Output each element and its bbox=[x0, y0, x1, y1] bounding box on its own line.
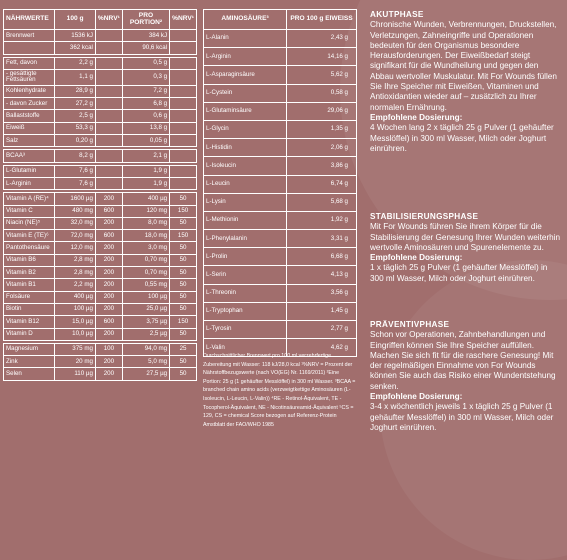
nutrient-value bbox=[95, 85, 122, 97]
section-stabilisierungsphase bbox=[370, 212, 562, 284]
nutrient-value bbox=[170, 69, 197, 85]
nutrient-value: 94,0 mg bbox=[122, 343, 169, 355]
nutrient-name: Vitamin A (RE)⁴ bbox=[4, 193, 55, 205]
nutrient-value: 100 µg bbox=[122, 291, 169, 303]
nutrient-name: Vitamin E (TE)⁶ bbox=[4, 230, 55, 242]
nutrient-value bbox=[95, 135, 122, 147]
amino-name: L-Methionin bbox=[204, 211, 287, 229]
amino-name: L-Tryptophan bbox=[204, 302, 287, 320]
nutrient-value bbox=[95, 69, 122, 85]
nutrient-value: 200 bbox=[95, 328, 122, 340]
amino-value: 3,31 g bbox=[287, 230, 357, 248]
nutrient-value: 2,5 µg bbox=[122, 328, 169, 340]
nutrient-value bbox=[170, 135, 197, 147]
section-title: STABILISIERUNGSPHASE bbox=[370, 212, 479, 221]
nutrient-value: 27,2 g bbox=[55, 98, 96, 110]
amino-value: 1,45 g bbox=[287, 302, 357, 320]
nutrient-value bbox=[95, 57, 122, 69]
amino-name: L-Arginin bbox=[204, 48, 287, 66]
nutrient-value: 200 bbox=[95, 193, 122, 205]
amino-name: L-Cystein bbox=[204, 84, 287, 102]
amino-row bbox=[204, 230, 357, 248]
nutrient-name: Niacin (NE)⁵ bbox=[4, 217, 55, 229]
section-praeventivphase bbox=[370, 320, 562, 433]
nutrient-value: 1,9 g bbox=[122, 177, 169, 189]
nutrient-value: 1600 µg bbox=[55, 193, 96, 205]
nutrient-value: 2,1 g bbox=[122, 150, 169, 162]
nutrient-name: Brennwert bbox=[4, 30, 55, 42]
section-body: Schon vor Operationen, Zahnbehandlungen und Eingriffen können Sie Ihre Speicher auffüllen. Machen Sie sich fit für die raschere Genesung! Mit der regelmäßigen Einnahme von For Wounds können Sie auch das Risiko einer Wundentstehung senken. bbox=[370, 330, 556, 391]
amino-row bbox=[204, 139, 357, 157]
nutrient-value: 50 bbox=[170, 328, 197, 340]
nutrient-value bbox=[170, 85, 197, 97]
nutrient-value bbox=[170, 177, 197, 189]
nutrient-value bbox=[170, 30, 197, 42]
nutrition-row bbox=[4, 57, 197, 69]
section-title: PRÄVENTIVPHASE bbox=[370, 320, 450, 329]
amino-value: 2,43 g bbox=[287, 30, 357, 48]
nutrition-row bbox=[4, 343, 197, 355]
nutrient-value: 50 bbox=[170, 356, 197, 368]
nutrient-value bbox=[170, 122, 197, 134]
amino-value: 4,62 g bbox=[287, 339, 357, 357]
amino-name: L-Prolin bbox=[204, 248, 287, 266]
nutrition-row bbox=[4, 42, 197, 54]
amino-row bbox=[204, 120, 357, 138]
nutrient-value: 384 kJ bbox=[122, 30, 169, 42]
amino-name: L-Serin bbox=[204, 266, 287, 284]
nutrient-value: 28,9 g bbox=[55, 85, 96, 97]
nutrient-value bbox=[95, 30, 122, 42]
column-header: PRO 100 g EIWEISS bbox=[287, 10, 357, 30]
nutrient-value: 0,05 g bbox=[122, 135, 169, 147]
nutrition-row bbox=[4, 279, 197, 291]
nutrient-value: 400 µg bbox=[55, 291, 96, 303]
nutrient-name bbox=[4, 42, 55, 54]
nutrient-value: 110 µg bbox=[55, 368, 96, 380]
column-header: %NRV¹ bbox=[95, 10, 122, 30]
nutrition-row bbox=[4, 291, 197, 303]
nutrient-value: 2,5 g bbox=[55, 110, 96, 122]
amino-row bbox=[204, 302, 357, 320]
nutrition-table bbox=[3, 9, 197, 381]
amino-value: 14,16 g bbox=[287, 48, 357, 66]
amino-header-row bbox=[204, 10, 357, 30]
nutrition-row bbox=[4, 328, 197, 340]
column-header: PRO PORTION² bbox=[122, 10, 169, 30]
nutrient-value: 53,3 g bbox=[55, 122, 96, 134]
nutrient-value: 27,5 µg bbox=[122, 368, 169, 380]
nutrition-row bbox=[4, 356, 197, 368]
nutrient-name: Vitamin B12 bbox=[4, 316, 55, 328]
nutrition-row bbox=[4, 205, 197, 217]
amino-name: L-Glutaminsäure bbox=[204, 102, 287, 120]
nutrient-value: 100 µg bbox=[55, 303, 96, 315]
nutrient-name: Kohlenhydrate bbox=[4, 85, 55, 97]
nutrient-name: Vitamin B1 bbox=[4, 279, 55, 291]
nutrient-value: 8,2 g bbox=[55, 150, 96, 162]
column-header: %NRV¹ bbox=[170, 10, 197, 30]
amino-row bbox=[204, 30, 357, 48]
amino-value: 3,56 g bbox=[287, 284, 357, 302]
dosage-text: 1 x täglich 25 g Pulver (1 gehäufter Messlöffel) in 300 ml Wasser, Milch oder Joghurt einrühren. bbox=[370, 263, 548, 283]
nutrition-row bbox=[4, 69, 197, 85]
nutrient-value: 13,8 g bbox=[122, 122, 169, 134]
nutrient-value: 2,2 mg bbox=[55, 279, 96, 291]
nutrient-value: 7,6 g bbox=[55, 177, 96, 189]
amino-name: L-Phenylalanin bbox=[204, 230, 287, 248]
nutrient-name: Vitamin B2 bbox=[4, 267, 55, 279]
nutrient-value: 50 bbox=[170, 368, 197, 380]
section-body: Chronische Wunden, Verbrennungen, Druckstellen, Verletzungen, Zahneingriffe und Operationen bedeuten für den Organismus besondere Herausforderungen. Der Eiweißbedarf steigt signifikant für die Wundheilung und gegen den Abbau wertvoller Muskulatur. Mit For Wounds füllen Sie Ihre Speicher mit Eiweißen, Vitaminen und Antioxidantien wieder auf – zusätzlich zu Ihrer normalen Ernährung. bbox=[370, 20, 557, 112]
nutrient-value: 600 bbox=[95, 205, 122, 217]
nutrient-value: 25,0 µg bbox=[122, 303, 169, 315]
nutrient-value: 200 bbox=[95, 303, 122, 315]
nutrition-row bbox=[4, 150, 197, 162]
amino-name: L-Tyrosin bbox=[204, 321, 287, 339]
nutrient-name: Pantothensäure bbox=[4, 242, 55, 254]
nutrient-name: Selen bbox=[4, 368, 55, 380]
nutrient-value: 50 bbox=[170, 242, 197, 254]
amino-name: L-Glycin bbox=[204, 120, 287, 138]
nutrient-value: 20 mg bbox=[55, 356, 96, 368]
nutrient-value: 200 bbox=[95, 217, 122, 229]
nutrient-name: Ballaststoffe bbox=[4, 110, 55, 122]
nutrient-value: 0,6 g bbox=[122, 110, 169, 122]
amino-row bbox=[204, 66, 357, 84]
amino-row bbox=[204, 284, 357, 302]
amino-row bbox=[204, 157, 357, 175]
nutrient-value bbox=[170, 98, 197, 110]
nutrient-name: Folsäure bbox=[4, 291, 55, 303]
column-header: 100 g bbox=[55, 10, 96, 30]
nutrient-value bbox=[95, 98, 122, 110]
nutrient-name: Eiweiß bbox=[4, 122, 55, 134]
amino-value: 5,62 g bbox=[287, 66, 357, 84]
section-title: AKUTPHASE bbox=[370, 10, 424, 19]
amino-row bbox=[204, 193, 357, 211]
amino-name: L-Asparaginsäure bbox=[204, 66, 287, 84]
nutrient-value: 362 kcal bbox=[55, 42, 96, 54]
nutrient-value: 50 bbox=[170, 279, 197, 291]
nutrient-name: Salz bbox=[4, 135, 55, 147]
nutrient-value: 2,8 mg bbox=[55, 267, 96, 279]
nutrition-row bbox=[4, 135, 197, 147]
nutrient-value: 8,0 mg bbox=[122, 217, 169, 229]
nutrient-name: Vitamin B6 bbox=[4, 254, 55, 266]
nutrition-row bbox=[4, 316, 197, 328]
nutrient-value: 0,55 mg bbox=[122, 279, 169, 291]
nutrient-value: 5,0 mg bbox=[122, 356, 169, 368]
dosage-text: 3-4 x wöchentlich jeweils 1 x täglich 25 g Pulver (1 gehäufter Messlöffel) in 300 ml Wasser, Milch oder Joghurt einrühren. bbox=[370, 402, 554, 432]
column-header: NÄHRWERTE bbox=[4, 10, 55, 30]
amino-row bbox=[204, 211, 357, 229]
nutrient-value bbox=[170, 110, 197, 122]
nutrient-value bbox=[170, 42, 197, 54]
amino-name: L-Alanin bbox=[204, 30, 287, 48]
nutrient-value: 7,2 g bbox=[122, 85, 169, 97]
section-akutphase bbox=[370, 10, 562, 154]
amino-value: 1,35 g bbox=[287, 120, 357, 138]
nutrient-value: 12,0 mg bbox=[55, 242, 96, 254]
amino-value: 0,58 g bbox=[287, 84, 357, 102]
nutrient-value: 1,9 g bbox=[122, 165, 169, 177]
nutrient-value: 600 bbox=[95, 230, 122, 242]
nutrient-value: 200 bbox=[95, 291, 122, 303]
amino-acid-table bbox=[203, 9, 357, 357]
nutrition-row bbox=[4, 30, 197, 42]
amino-value: 5,68 g bbox=[287, 193, 357, 211]
nutrient-value: 2,2 g bbox=[55, 57, 96, 69]
nutrient-name: BCAA³ bbox=[4, 150, 55, 162]
nutrient-value: 1,1 g bbox=[55, 69, 96, 85]
nutrient-value: 18,0 mg bbox=[122, 230, 169, 242]
nutrient-value: 0,5 g bbox=[122, 57, 169, 69]
nutrient-value bbox=[95, 177, 122, 189]
amino-value: 2,06 g bbox=[287, 139, 357, 157]
amino-row bbox=[204, 248, 357, 266]
nutrition-row bbox=[4, 122, 197, 134]
nutrient-value: 200 bbox=[95, 254, 122, 266]
nutrient-name: Biotin bbox=[4, 303, 55, 315]
nutrient-value: 375 mg bbox=[55, 343, 96, 355]
nutrient-value: 1536 kJ bbox=[55, 30, 96, 42]
nutrient-value: 50 bbox=[170, 303, 197, 315]
nutrient-name: - gesättigte Fettsäuren bbox=[4, 69, 55, 85]
nutrient-name: - davon Zucker bbox=[4, 98, 55, 110]
amino-value: 6,68 g bbox=[287, 248, 357, 266]
dosage-heading: Empfohlene Dosierung: bbox=[370, 112, 463, 122]
nutrition-row bbox=[4, 85, 197, 97]
nutrient-value: 10,0 µg bbox=[55, 328, 96, 340]
nutrient-value: 3,75 µg bbox=[122, 316, 169, 328]
amino-value: 3,86 g bbox=[287, 157, 357, 175]
nutrient-value bbox=[95, 110, 122, 122]
nutrition-row bbox=[4, 110, 197, 122]
nutrition-header-row bbox=[4, 10, 197, 30]
amino-value: 29,06 g bbox=[287, 102, 357, 120]
nutrient-name: Vitamin C bbox=[4, 205, 55, 217]
nutrient-value: 0,70 mg bbox=[122, 267, 169, 279]
amino-value: 6,74 g bbox=[287, 175, 357, 193]
column-header: AMINOSÄURE³ bbox=[204, 10, 287, 30]
nutrient-value: 32,0 mg bbox=[55, 217, 96, 229]
nutrient-value: 200 bbox=[95, 279, 122, 291]
amino-name: L-Isoleucin bbox=[204, 157, 287, 175]
nutrient-value: 200 bbox=[95, 356, 122, 368]
nutrient-value: 100 bbox=[95, 343, 122, 355]
nutrition-row bbox=[4, 230, 197, 242]
nutrient-value: 200 bbox=[95, 368, 122, 380]
nutrient-value: 600 bbox=[95, 316, 122, 328]
amino-row bbox=[204, 48, 357, 66]
nutrient-value: 480 mg bbox=[55, 205, 96, 217]
nutrition-row bbox=[4, 98, 197, 110]
nutrient-value: 50 bbox=[170, 193, 197, 205]
nutrient-value bbox=[95, 150, 122, 162]
nutrient-name: Vitamin D bbox=[4, 328, 55, 340]
footnote-text: Durchschnittlicher Brennwert pro 100 ml verzehrfertige Zubereitung mit Wasser: 118 kJ/28,0 kcal ¹%NRV = Prozent der Nährstoffbezugswerte (nach VO(EG) Nr. 1169/2011) ²Eine Portion: 25 g (1 gehäufter Messlöffel) in 300 ml Wasser. ³BCAA = branched chain amino acids (verzweigtkettige Aminosäuren (L-Isoleucin, L-Leucin, L-Valin)) ⁴RE - Retinol-Äquivalent, TE - Tocopherol-Äquivalent, NE - Nicotinsäureamid-Äquivalent ⁵CS = 129, CS = chemical Score bezogen auf Referenz-Protein Amstblatt der FAO/WHO 1985 bbox=[203, 353, 356, 428]
nutrient-value: 90,6 kcal bbox=[122, 42, 169, 54]
nutrition-row bbox=[4, 303, 197, 315]
nutrient-value: 50 bbox=[170, 291, 197, 303]
nutrient-value: 50 bbox=[170, 267, 197, 279]
nutrient-value: 150 bbox=[170, 230, 197, 242]
nutrition-row bbox=[4, 242, 197, 254]
amino-name: L-Histidin bbox=[204, 139, 287, 157]
nutrition-row bbox=[4, 177, 197, 189]
nutrient-value bbox=[95, 165, 122, 177]
nutrition-row bbox=[4, 165, 197, 177]
nutrient-value: 0,3 g bbox=[122, 69, 169, 85]
amino-name: L-Threonin bbox=[204, 284, 287, 302]
amino-name: L-Leucin bbox=[204, 175, 287, 193]
nutrient-value bbox=[95, 122, 122, 134]
amino-name: L-Valin bbox=[204, 339, 287, 357]
nutrient-value: 200 bbox=[95, 242, 122, 254]
nutrition-row bbox=[4, 254, 197, 266]
nutrient-value: 0,70 mg bbox=[122, 254, 169, 266]
nutrient-value: 50 bbox=[170, 217, 197, 229]
nutrient-value: 15,0 µg bbox=[55, 316, 96, 328]
nutrition-row bbox=[4, 368, 197, 380]
nutrient-value bbox=[170, 150, 197, 162]
nutrient-value: 400 µg bbox=[122, 193, 169, 205]
nutrient-value: 150 bbox=[170, 205, 197, 217]
amino-row bbox=[204, 321, 357, 339]
nutrient-value bbox=[170, 165, 197, 177]
nutrient-name: Zink bbox=[4, 356, 55, 368]
nutrient-value: 120 mg bbox=[122, 205, 169, 217]
nutrient-value: 2,8 mg bbox=[55, 254, 96, 266]
nutrient-value: 3,0 mg bbox=[122, 242, 169, 254]
nutrient-value: 200 bbox=[95, 267, 122, 279]
nutrient-value: 6,8 g bbox=[122, 98, 169, 110]
nutrient-value: 72,0 mg bbox=[55, 230, 96, 242]
nutrient-value bbox=[95, 42, 122, 54]
amino-row bbox=[204, 102, 357, 120]
amino-row bbox=[204, 266, 357, 284]
dosage-heading: Empfohlene Dosierung: bbox=[370, 392, 463, 402]
nutrient-value: 150 bbox=[170, 316, 197, 328]
amino-value: 4,13 g bbox=[287, 266, 357, 284]
amino-row bbox=[204, 175, 357, 193]
dosage-heading: Empfohlene Dosierung: bbox=[370, 253, 463, 263]
amino-value: 2,77 g bbox=[287, 321, 357, 339]
dosage-text: 4 Wochen lang 2 x täglich 25 g Pulver (1 gehäufter Messlöffel) in 300 ml Wasser, Milch oder Joghurt einrühren. bbox=[370, 123, 554, 153]
nutrient-name: L-Glutamin bbox=[4, 165, 55, 177]
nutrient-name: L-Arginin bbox=[4, 177, 55, 189]
nutrient-name: Magnesium bbox=[4, 343, 55, 355]
section-body: Mit For Wounds führen Sie ihrem Körper für die Stabilisierung der Genesung Ihrer Wunden weiterhin wertvolle Aminosäuren und Spurenelemente zu. bbox=[370, 222, 561, 252]
amino-row bbox=[204, 84, 357, 102]
nutrient-value: 7,6 g bbox=[55, 165, 96, 177]
nutrient-name: Fett, davon bbox=[4, 57, 55, 69]
nutrient-value: 25 bbox=[170, 343, 197, 355]
nutrient-value: 50 bbox=[170, 254, 197, 266]
nutrition-row bbox=[4, 217, 197, 229]
nutrition-row bbox=[4, 267, 197, 279]
amino-value: 1,92 g bbox=[287, 211, 357, 229]
nutrient-value: 0,20 g bbox=[55, 135, 96, 147]
amino-name: L-Lysin bbox=[204, 193, 287, 211]
nutrition-row bbox=[4, 193, 197, 205]
nutrient-value bbox=[170, 57, 197, 69]
